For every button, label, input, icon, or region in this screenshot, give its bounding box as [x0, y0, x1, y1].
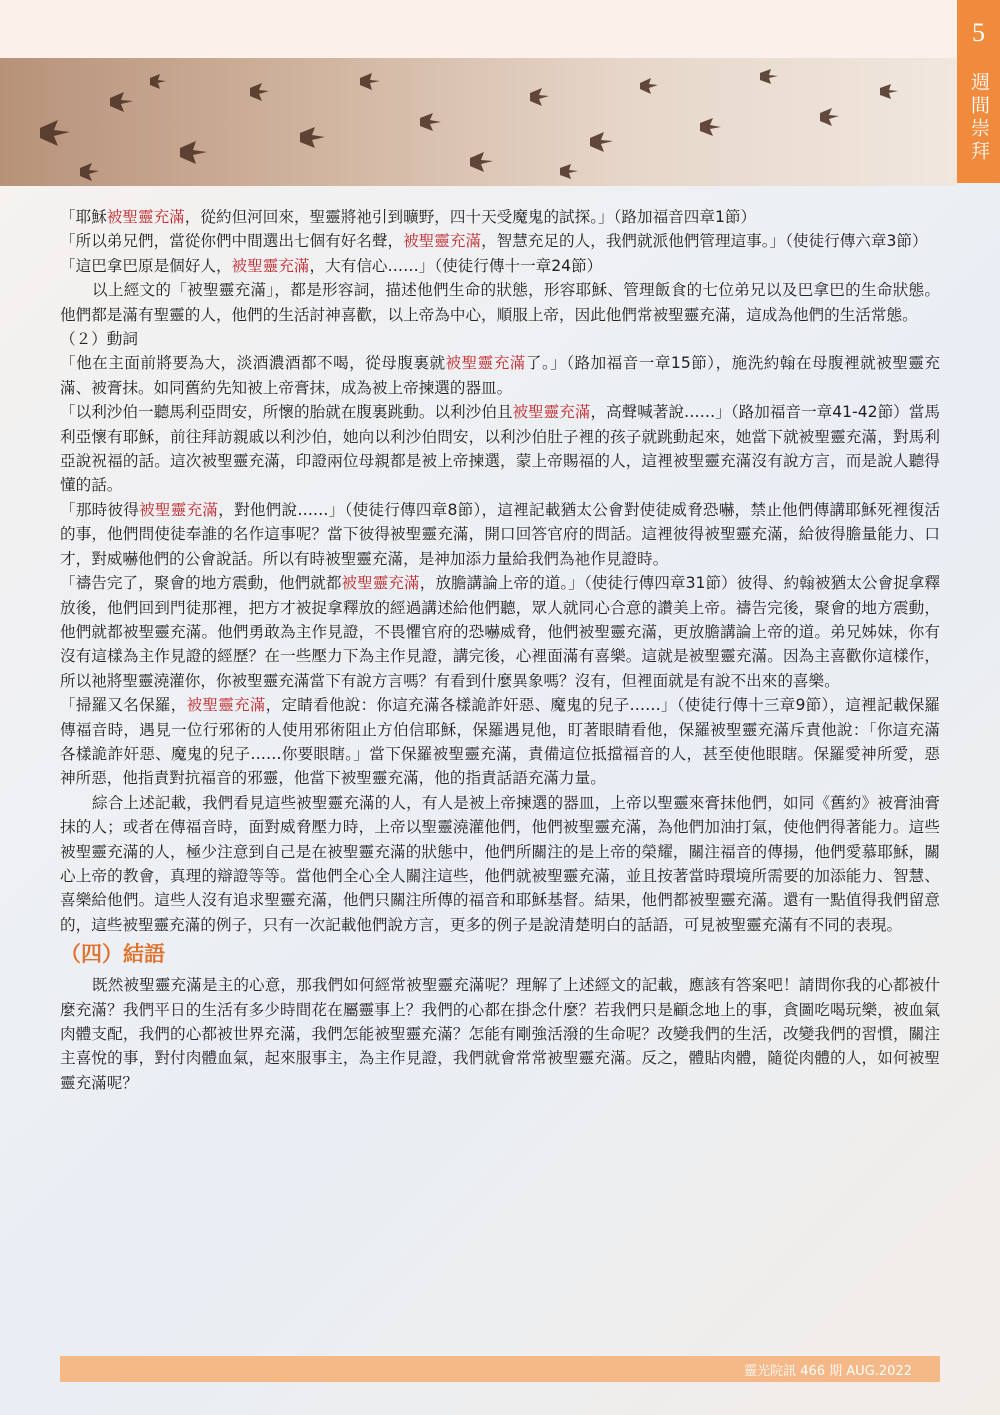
quote-text: 了。」 [525, 354, 567, 373]
paragraph-prayer-meeting [60, 571, 940, 693]
footer-bar [60, 1356, 940, 1382]
footer-issue-text: 靈光院訊 466 期 AUG.2022 [744, 1364, 912, 1379]
paragraph-paul [60, 693, 940, 791]
scripture-reference: （路加福音四章1節） [613, 208, 757, 226]
quote-text: ，從約但河回來，聖靈將祂引到曠野，四十天受魔鬼的試探。」 [184, 208, 614, 226]
highlighted-phrase: 被聖靈充滿 [445, 354, 526, 373]
article-body [60, 205, 940, 1095]
quote-text: 「你這充滿各樣詭詐奸惡、魔鬼的兒子……你要眼瞎。」 [60, 720, 940, 763]
paragraph-elizabeth [60, 400, 940, 498]
paragraph-adjective-summary: 以上經文的「被聖靈充滿」，都是形容詞，描述他們生命的狀態，形容耶穌、管理飯食的七位弟兄以及巴拿巴的生命狀態。他們都是滿有聖靈的人，他們的生活討神喜歡，以上帝為中心，順服上帝，因此他們常被聖靈充滿，這成為他們的生活常態。 [60, 281, 940, 324]
quote-text: ，智慧充足的人，我們就派他們管理這事。」 [481, 232, 786, 251]
highlighted-phrase: 被聖靈充滿 [106, 208, 185, 226]
body-text: （路加福音一章15節），施洗約翰在母腹裡就被聖靈充滿、被膏抹。如同舊約先知被上帝膏抹，成為被上帝揀選的器皿。 [60, 354, 940, 397]
quote-text: ，高聲喊著說……」 [590, 403, 731, 422]
body-text: （使徒行傳十三章9節），這裡記載保羅傳福音時，遇見一位行邪術的人使用邪術阻止方伯信耶穌，保羅遇見他，盯著眼睛看他，保羅被聖靈充滿斥責他說： [60, 696, 940, 739]
quote-text: ，對他們說……」 [218, 500, 345, 519]
quote-text: 「這巴拿巴原是個好人， [60, 256, 232, 275]
quote-text: 「禱告完了，聚會的地方震動，他們就都 [60, 574, 342, 593]
highlighted-phrase: 被聖靈充滿 [186, 696, 266, 715]
quote-text: ，定睛看他說：你這充滿各樣詭詐奸惡、魔鬼的兒子……」 [265, 696, 677, 715]
quote-text: ，放膽講論上帝的道。」 [419, 574, 584, 593]
paragraph-summary: 綜合上述記載，我們看見這些被聖靈充滿的人，有人是被上帝揀選的器皿，上帝以聖靈來膏抹他們，如同《舊約》被膏油膏抹的人；或者在傳福音時，面對威脅壓力時，上帝以聖靈澆灌他們，他們被聖靈充滿，為他們加油打氣，使他們得著能力。這些被聖靈充滿的人，極少注意到自己是在被聖靈充滿的狀態中，他們所關注的是上帝的榮耀，關注福音的傳揚，他們愛慕耶穌，關心上帝的教會，真理的辯證等等。當他們全心全人關注這些，他們就被聖靈充滿，並且按著當時環境所需要的加添能力、智慧、喜樂給他們。這些人沒有追求聖靈充滿，他們只關注所傳的福音和耶穌基督。結果，他們都被聖靈充滿。還有一點值得我們留意的，這些被聖靈充滿的例子，只有一次記載他們說方言，更多的例子是說清楚明白的話語，可見被聖靈充滿有不同的表現。 [60, 793, 940, 934]
highlighted-phrase: 被聖靈充滿 [139, 500, 219, 519]
quote-text: ，大有信心……」 [309, 256, 435, 275]
side-title-text: 週間崇拜 [968, 72, 990, 164]
highlighted-phrase: 被聖靈充滿 [512, 403, 591, 422]
body-text: 當下保羅被聖靈充滿，責備這位抵擋福音的人，甚至使他眼瞎。保羅愛神所愛，惡神所惡，他指責對抗福音的邪靈，他當下被聖靈充滿，他的指責話語充滿力量。 [60, 744, 940, 788]
highlighted-phrase: 被聖靈充滿 [341, 574, 420, 593]
subheading-verb: （２）動詞 [60, 330, 138, 349]
body-text: （使徒行傳四章8節），這裡記載猶太公會對使徒威脅恐嚇，禁止他們傳講耶穌死裡復活的事，他們問使徒奉誰的名作這事呢？當下彼得被聖靈充滿，開口回答官府的問話。這裡彼得被聖靈充滿，給彼得膽量能力、口才，對威嚇他們的公會說話。所以有時被聖靈充滿，是神加添力量給我們為祂作見證時。 [60, 500, 940, 568]
quote-text: 「耶穌 [60, 208, 107, 226]
highlighted-phrase: 被聖靈充滿 [403, 232, 482, 251]
highlighted-phrase: 被聖靈充滿 [231, 256, 310, 275]
scripture-quote-2 [60, 229, 940, 253]
quote-text: 「他在主面前將要為大，淡酒濃酒都不喝，從母腹裏就 [60, 354, 446, 373]
body-text: （使徒行傳四章31節）彼得、約翰被猶太公會捉拿釋放後，他們回到門徒那裡，把方才被捉拿釋放的經過講述給他們聽，眾人就同心合意的讚美上帝。禱告完後，聚會的地方震動，他們就都被聖靈充滿。他們勇敢為主作見證，不畏懼官府的恐嚇威脅，他們被聖靈充滿，更放膽講論上帝的道。弟兄姊妹，你有沒有這樣為主作見證的經歷？在一些壓力下為主作見證，講完後，心裡面滿有喜樂。這就是被聖靈充滿。因為主喜歡你這樣作，所以祂將聖靈澆灌你，你被聖靈充滿當下有說方言嗎？有看到什麼異象嗎？沒有，但裡面就是有說不出來的喜樂。 [60, 574, 940, 690]
quote-text: 「以利沙伯一聽馬利亞問安，所懷的胎就在腹裏跳動。以利沙伯且 [60, 403, 513, 422]
body-text: （路加福音一章41-42節）當馬利亞懷有耶穌，前往拜訪親戚以利沙伯，她向以利沙伯問安，以利沙伯肚子裡的孩子就跳動起來，她當下就被聖靈充滿，對馬利亞說祝福的話。這次被聖靈充滿，印證兩位母親都是被上帝揀選，蒙上帝賜福的人，這裡被聖靈充滿沒有說方言，而是說人聽得懂的話。 [60, 403, 940, 495]
paragraph-peter [60, 498, 940, 571]
section-title-vertical [957, 72, 1000, 164]
scripture-reference: （使徒行傳六章3節） [785, 232, 928, 251]
section-heading-conclusion: （四）結語 [60, 942, 165, 967]
quote-text: 「掃羅又名保羅， [60, 696, 187, 715]
scripture-reference: （使徒行傳十一章24節） [434, 256, 603, 275]
birds-banner [0, 58, 957, 186]
page-number: 5 [972, 18, 985, 47]
scripture-quote-1 [60, 205, 940, 229]
scripture-quote-3 [60, 254, 940, 278]
flying-birds-illustration [0, 58, 957, 186]
paragraph-john-baptist [60, 351, 940, 400]
quote-text: 「所以弟兄們，當從你們中間選出七個有好名聲， [60, 232, 404, 251]
top-strip [0, 0, 957, 58]
paragraph-conclusion: 既然被聖靈充滿是主的心意，那我們如何經常被聖靈充滿呢？理解了上述經文的記載，應該有答案吧！請問你我的心都被什麼充滿？我們平日的生活有多少時間花在屬靈事上？我們的心都在掛念什麼？若我們只是顧念地上的事，貪圖吃喝玩樂，被血氣肉體支配，我們的心都被世界充滿，我們怎能被聖靈充滿？怎能有剛強活潑的生命呢？改變我們的生活，改變我們的習慣，關注主喜悅的事，對付肉體血氣，起來服事主，為主作見證，我們就會常常被聖靈充滿。反之，體貼肉體，隨從肉體的人，如何被聖靈充滿呢？ [60, 976, 940, 1092]
quote-text: 「那時彼得 [60, 500, 140, 519]
